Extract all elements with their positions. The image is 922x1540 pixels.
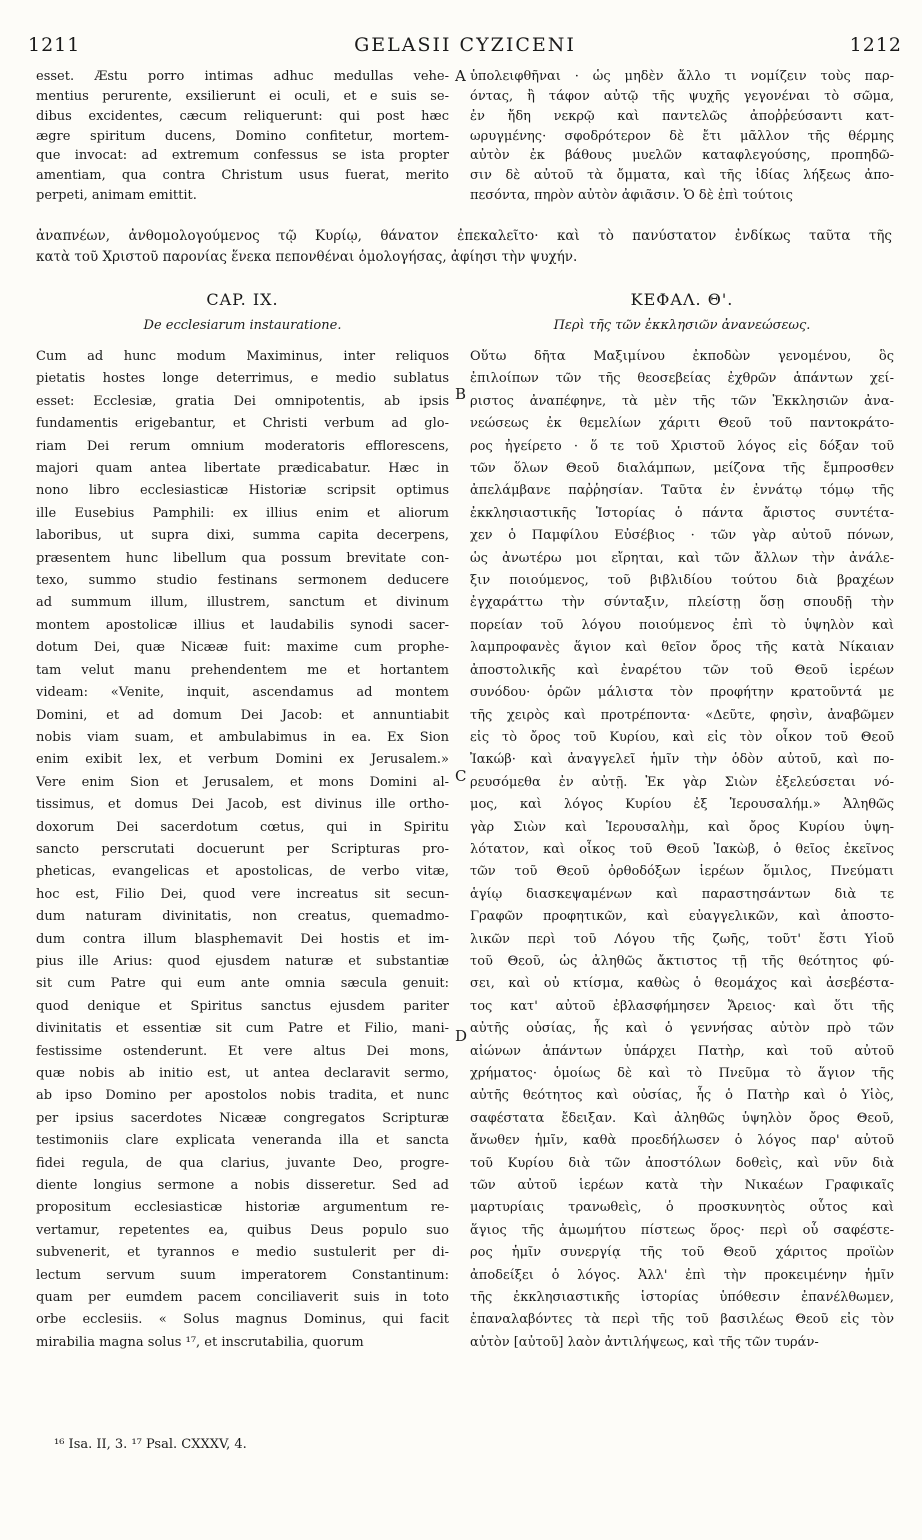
text-line: ad summum illum, illustrem, sanctum et divinum — [36, 595, 449, 611]
text-line: pietatis hostes longe deterrimus, e medio sublatus — [36, 371, 449, 387]
text-line: amentiam, qua contra Christum usus fuerat, merito — [36, 168, 449, 184]
greek-chapter-heading: ΚΕΦΑΛ. Θ'. — [630, 290, 734, 309]
text-line: ρευσόμεθα ἐν αὐτῇ. Ἐκ γὰρ Σιὼν ἐξελεύσεται νό- — [470, 774, 894, 790]
text-line: ἀποδείξει ὁ λόγος. Ἀλλ' ἐπὶ τὴν προκειμένην ἡμῖν — [470, 1267, 894, 1283]
text-line: αὐτῆς θεότητος καὶ οὐσίας, ἧς ὁ Πατὴρ καὶ ὁ Υἱὸς, — [470, 1088, 894, 1104]
text-line: Γραφῶν προφητικῶν, καὶ εὐαγγελικῶν, καὶ ἀποστο- — [470, 909, 894, 925]
text-line: κατὰ τοῦ Χριστοῦ παρονίας ἕνεκα πεπονθέναι ὁμολογήσας, ἀφίησι τὴν ψυχήν. — [36, 249, 578, 265]
text-line: τῶν ὅλων Θεοῦ διαλάμπων, μείζονα τῆς ἔμπροσθεν — [470, 461, 894, 477]
text-line: vertamur, repetentes ea, quibus Deus populo suo — [36, 1222, 449, 1238]
text-line: mentius perurente, exsilierunt ei oculi, et e suis se- — [36, 88, 449, 104]
text-line: γὰρ Σιὼν καὶ Ἱερουσαλὴμ, καὶ ὄρος Κυρίου ὑψη- — [470, 819, 894, 835]
footnote: ¹⁶ Isa. II, 3. ¹⁷ Psal. CXXXV, 4. — [54, 1437, 247, 1452]
latin-chapter-heading: CAP. IX. — [206, 290, 279, 309]
text-line: χρήματος· ὁμοίως δὲ καὶ τὸ Πνεῦμα τὸ ἅγιον τῆς — [470, 1066, 894, 1081]
text-line: propositum ecclesiasticæ historiæ argumentum re- — [36, 1200, 449, 1216]
text-line: μαρτυρίαις τρανωθεὶς, ὁ προσκυνητὸς οὗτος καὶ — [470, 1200, 894, 1216]
text-line: subvenerit, et tyrannos e medio sustulerit per di- — [36, 1245, 449, 1261]
text-line: Cum ad hunc modum Maximinus, inter reliquos — [36, 349, 449, 364]
text-line: tam velut manu prehendentem me et hortantem — [36, 662, 449, 678]
text-line: ἐγχαράττω τὴν σύνταξιν, πλείστῃ ὅσῃ σπουδῇ τὴν — [470, 595, 894, 611]
text-line: ἅγιος τῆς ἀμωμήτου πίστεως ὅρος· περὶ οὗ σαφέστε- — [470, 1222, 894, 1238]
text-line: ριστος ἀναπέφηνε, τὰ μὲν τῆς τῶν Ἐκκλησιῶν ἀνα- — [470, 393, 894, 409]
text-line: laboribus, ut supra dixi, summa capita decerpens, — [36, 528, 449, 544]
text-line: ξιν ποιούμενος, τοῦ βιβλιδίου τούτου διὰ βραχέων — [470, 573, 894, 589]
text-line: ἐκκλησιαστικῆς Ἱστορίας ὁ πάντα ἄριστος συντέτα- — [470, 505, 894, 521]
text-line: εἰς τὸ ὄρος τοῦ Κυρίου, καὶ εἰς τὸν οἶκον τοῦ Θεοῦ — [470, 729, 894, 745]
text-line: πορείαν τοῦ λόγου ποιούμενος ἐπὶ τὸ ὑψηλὸν καὶ — [470, 617, 894, 633]
text-line: αὐτὸν [αὐτοῦ] λαὸν ἀντιλήψεως, καὶ τῆς τῶν τυράν- — [470, 1334, 819, 1350]
text-line: σαφέστατα ἔδειξαν. Καὶ ἀληθῶς ὑψηλὸν ὄρος Θεοῦ, — [470, 1110, 894, 1126]
text-line: ἁγίῳ διασκεψαμένων καὶ παραστησάντων διὰ τε — [470, 886, 894, 902]
page-number-left: 1211 — [28, 34, 81, 56]
text-line: σιν δὲ αὐτοῦ τὰ ὄμματα, καὶ τῆς ἰδίας λήξεως ἀπο- — [470, 168, 894, 184]
text-line: testimoniis clare explicata veneranda illa et sancta — [36, 1133, 449, 1149]
text-line: lectum servum suum imperatorem Constantinum: — [36, 1267, 449, 1283]
text-line: doxorum Dei sacerdotum cœtus, qui in Spiritu — [36, 819, 449, 835]
text-line: nobis viam suam, et ambulabimus in ea. Ex Sion — [36, 729, 449, 745]
text-line: σει, καὶ οὐ κτίσμα, καθὼς ὁ θεομάχος καὶ ἀσεβέστα- — [470, 976, 894, 992]
greek-full-width-text — [36, 226, 892, 268]
text-line: νεώσεως ἐκ θεμελίων χάριτι Θεοῦ τοῦ παντοκράτο- — [470, 416, 894, 432]
text-line: festissime ostenderunt. Et vere altus Dei mons, — [36, 1043, 449, 1059]
text-line: pius ille Arius: quod ejusdem naturæ et substantiæ — [36, 953, 449, 969]
text-line: nono libro ecclesiasticæ Historiæ scripsit optimus — [36, 483, 449, 499]
text-line: dum contra illum blasphemavit Dei hostis et im- — [36, 931, 449, 947]
text-line: que invocat: ad extremum confessus se ista propter — [36, 148, 449, 164]
text-line: ἀπελάμβανε παῤῥησίαν. Ταῦτα ἐν ἐννάτῳ τόμῳ τῆς — [470, 483, 894, 499]
text-line: Ἰακώβ· καὶ ἀναγγελεῖ ἡμῖν τὴν ὁδὸν αὐτοῦ, καὶ πο- — [470, 752, 894, 768]
text-line: ἄνωθεν ἡμῖν, καθὰ προεδήλωσεν ὁ λόγος παρ' αὐτοῦ — [470, 1133, 894, 1149]
text-line: fundamentis erigebantur, et Christi verbum ad glo- — [36, 416, 449, 432]
running-title: GELASII CYZICENI — [354, 34, 576, 56]
text-line: fidei regula, de qua clarius, juvante Deo, progre- — [36, 1155, 449, 1171]
text-line: τῶν τοῦ Θεοῦ ὀρθοδόξων ἱερέων ὅμιλος, Πνεύματι — [470, 864, 894, 880]
text-line: ille Eusebius Pamphili: ex illius enim et aliorum — [36, 505, 449, 521]
greek-main-column — [470, 346, 894, 1354]
text-line: dibus excidentes, cæcum reliquerunt: qui post hæc — [36, 108, 449, 124]
text-line: ὡς ἀνωτέρω μοι εἴρηται, καὶ τῶν ἄλλων τὴν ἀνάλε- — [470, 550, 894, 566]
latin-top-column — [36, 67, 449, 206]
text-line: Vere enim Sion et Jerusalem, et mons Domini al- — [36, 774, 449, 790]
text-line: τοῦ Κυρίου διὰ τῶν ἀποστόλων δοθεὶς, καὶ νῦν διὰ — [470, 1155, 894, 1171]
margin-marker-a: A — [455, 67, 466, 85]
latin-chapter-subtitle: De ecclesiarum instauratione. — [143, 318, 342, 333]
text-line: αὐτὸν ἐκ βάθους μυελῶν καταφλεγούσης, προπηδῶ- — [470, 148, 894, 164]
margin-marker-b: B — [455, 385, 467, 403]
text-line: ὑπολειφθῆναι · ὡς μηδὲν ἄλλο τι νομίζειν τοὺς παρ- — [470, 69, 894, 84]
text-line: esset: Ecclesiæ, gratia Dei omnipotentis, ab ipsis — [36, 393, 449, 409]
text-line: dum naturam divinitatis, non creatus, quemadmo- — [36, 909, 449, 925]
text-line: pheticas, evangelicas et apostolicas, de verbo vitæ, — [36, 864, 449, 880]
margin-marker-d: D — [455, 1027, 468, 1045]
text-line: ægre spiritum ducens, Domino confitetur, mortem- — [36, 128, 449, 144]
text-line: per ipsius sacerdotes Nicææ congregatos Scripturæ — [36, 1110, 449, 1126]
text-line: λότατον, καὶ οἶκος τοῦ Θεοῦ Ἰακὼβ, ὁ θεῖος ἐκεῖνος — [470, 841, 894, 857]
text-line: texo, summo studio festinans sermonem deducere — [36, 573, 449, 589]
text-line: αἰώνων ἁπάντων ὑπάρχει Πατὴρ, καὶ τοῦ αὐτοῦ — [470, 1043, 894, 1059]
text-line: sit cum Patre qui eum ante omnia sæcula genuit: — [36, 976, 449, 992]
text-line: ρος ἡμῖν συνεργίᾳ τῆς τοῦ Θεοῦ χάριτος προϊὼν — [470, 1245, 894, 1261]
text-line: όντας, ἢ τάφον αὐτῷ τῆς ψυχῆς γεγονέναι τὸ σῶμα, — [470, 88, 894, 104]
text-line: ἐπαναλαβόντες τὰ περὶ τῆς τοῦ βασιλέως Θεοῦ εἰς τὸν — [470, 1312, 894, 1328]
text-line: Οὕτω δῆτα Μαξιμίνου ἐκποδὼν γενομένου, ὃς — [470, 349, 894, 364]
text-line: dotum Dei, quæ Nicææ fuit: maxime cum prophe- — [36, 640, 449, 656]
text-line: esset. Æstu porro intimas adhuc medullas vehe- — [36, 69, 449, 84]
text-line: συνόδου· ὁρῶν μάλιστα τὸν προφήτην κρατοῦντά με — [470, 685, 894, 701]
greek-chapter-subtitle: Περὶ τῆς τῶν ἐκκλησιῶν ἀνανεώσεως. — [553, 318, 811, 333]
text-line: τῆς χειρὸς καὶ προτρέποντα· «Δεῦτε, φησὶν, ἀναβῶμεν — [470, 707, 894, 723]
text-line: τῆς ἐκκλησιαστικῆς ἱστορίας ὑπόθεσιν ἐπανέλθωμεν, — [470, 1290, 894, 1306]
text-line: ρος ἠγείρετο · ὅ τε τοῦ Χριστοῦ λόγος εἰς δόξαν τοῦ — [470, 438, 894, 454]
text-line: τῶν αὐτοῦ ἱερέων κατὰ τὴν Νικαέων Γραφικαῖς — [470, 1178, 894, 1194]
text-line: αὐτῆς οὐσίας, ἧς καὶ ὁ γεννήσας αὐτὸν πρὸ τῶν — [470, 1021, 894, 1037]
text-line: Domini, et ad domum Dei Jacob: et annuntiabit — [36, 707, 449, 723]
text-line: quod denique et Spiritus sanctus ejusdem pariter — [36, 998, 449, 1014]
text-line: μος, καὶ λόγος Κυρίου ἐξ Ἱερουσαλήμ.» Ἀληθῶς — [470, 797, 894, 813]
text-line: divinitatis et essentiæ sit cum Patre et Filio, mani- — [36, 1021, 449, 1037]
page-number-right: 1212 — [849, 34, 902, 56]
text-line: ἀναπνέων, ἀνθομολογούμενος τῷ Κυρίῳ, θάνατον ἐπεκαλεῖτο· καὶ τὸ πανύστατον ἐνδίκως ταῦτα τῆς — [36, 228, 892, 244]
text-line: enim exibit lex, et verbum Domini ex Jerusalem.» — [36, 752, 449, 768]
text-line: montem apostolicæ illius et laudabilis synodi sacer- — [36, 617, 449, 633]
text-line: ἐπιλοίπων τῶν τῆς θεοσεβείας ἐχθρῶν ἁπάντων χεί- — [470, 371, 894, 387]
text-line: riam Dei rerum omnium moderatoris efflorescens, — [36, 438, 449, 454]
text-line: λαμπροφανὲς ἅγιον καὶ θεῖον ὄρος τῆς κατὰ Νίκαιαν — [470, 640, 894, 656]
text-line: πεσόντα, πηρὸν αὐτὸν ἀφιᾶσιν. Ὁ δὲ ἐπὶ τούτοις — [470, 188, 793, 204]
text-line: videam: «Venite, inquit, ascendamus ad montem — [36, 685, 449, 701]
text-line: τοῦ Θεοῦ, ὡς ἀληθῶς ἄκτιστος τῇ τῆς θεότητος φύ- — [470, 953, 894, 969]
text-line: ἀποστολικῆς καὶ ἐναρέτου τῶν τοῦ Θεοῦ ἱερέων — [470, 662, 894, 678]
text-line: ἐν ἤδη νεκρῷ καὶ παντελῶς ἀποῤῥεύσαντι κατ- — [470, 108, 894, 124]
margin-marker-c: C — [455, 767, 467, 785]
text-line: perpeti, animam emittit. — [36, 188, 197, 204]
text-line: ωρυγμένης· σφοδρότερον δὲ ἔτι μᾶλλον τῆς θέρμης — [470, 128, 894, 144]
latin-main-column — [36, 346, 449, 1354]
page-header — [28, 28, 902, 62]
text-line: quam per eumdem pacem conciliaverit suis in toto — [36, 1290, 449, 1306]
text-line: ab ipso Domino per apostolos nobis tradita, et nunc — [36, 1088, 449, 1104]
text-line: majori quam antea libertate prædicabatur. Hæc in — [36, 461, 449, 477]
text-line: quæ nobis ab initio est, ut antea declaravit sermo, — [36, 1066, 449, 1081]
text-line: orbe ecclesiis. « Solus magnus Dominus, qui facit — [36, 1312, 449, 1328]
text-line: tissimus, et domus Dei Jacob, est divinus ille ortho- — [36, 797, 449, 813]
text-line: hoc est, Filio Dei, quod vere increatus sit secun- — [36, 886, 449, 902]
text-line: diente longius sermone a nobis disseretur. Sed ad — [36, 1178, 449, 1194]
text-line: τος κατ' αὐτοῦ ἐβλασφήμησεν Ἄρειος· καὶ ὅτι τῆς — [470, 998, 894, 1014]
text-line: mirabilia magna solus ¹⁷, et inscrutabilia, quorum — [36, 1334, 364, 1350]
text-line: præsentem hunc libellum qua possum brevitate con- — [36, 550, 449, 566]
text-line: sancto perscrutati docuerunt per Scripturas pro- — [36, 841, 449, 857]
greek-top-column — [470, 67, 894, 206]
text-line: χεν ὁ Παμφίλου Εὐσέβιος · τῶν γὰρ αὐτοῦ πόνων, — [470, 528, 894, 544]
text-line: λικῶν περὶ τοῦ Λόγου τῆς ζωῆς, τοῦτ' ἔστι Υἱοῦ — [470, 931, 894, 947]
